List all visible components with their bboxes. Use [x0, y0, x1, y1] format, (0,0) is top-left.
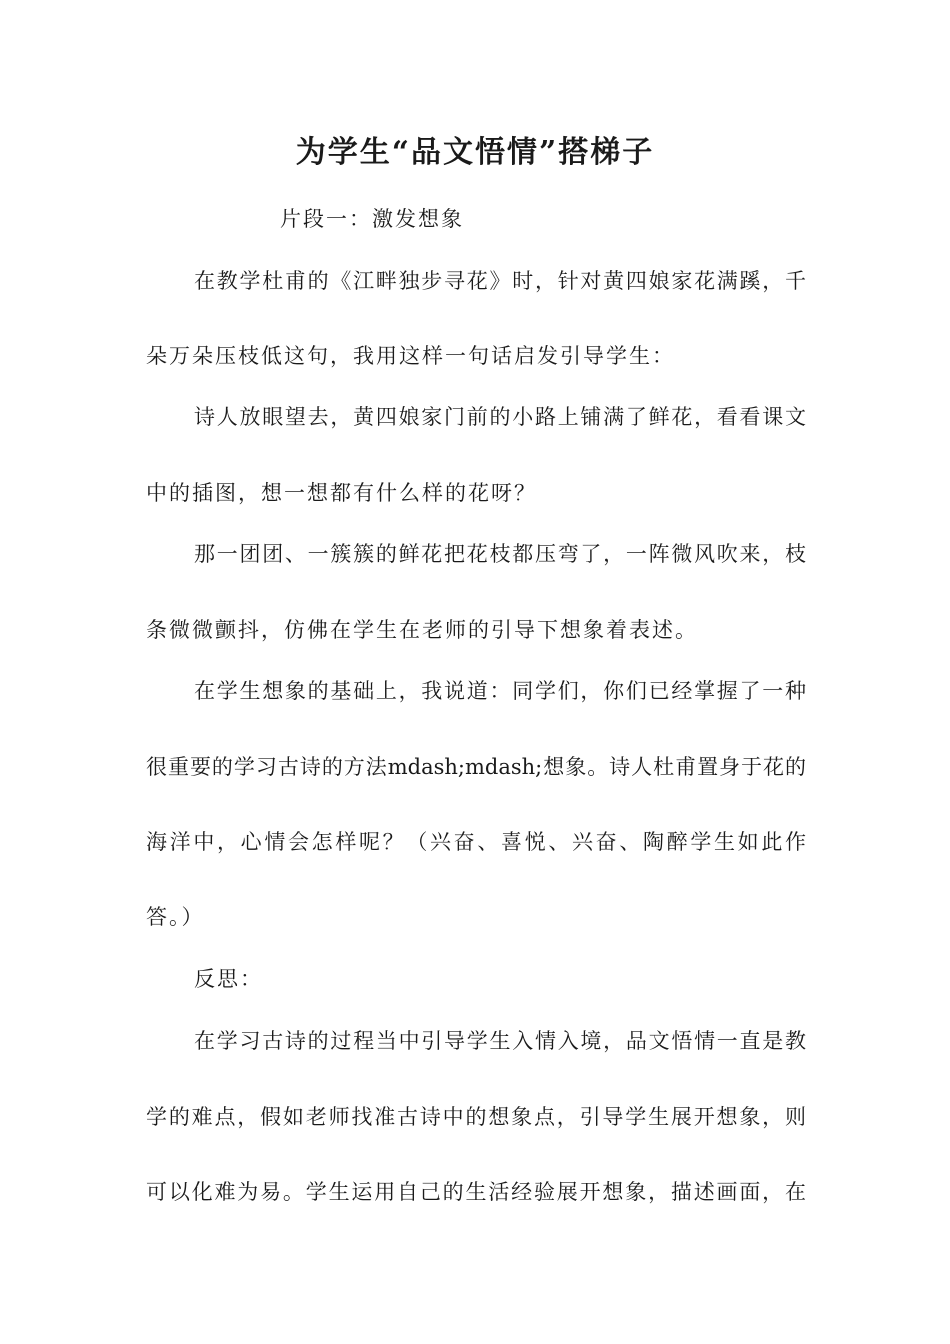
paragraph-line: 条微微颤抖，仿佛在学生在老师的引导下想象着表述。: [146, 618, 698, 642]
paragraph-line: 在教学杜甫的《江畔独步寻花》时，针对黄四娘家花满蹊，千: [194, 269, 806, 293]
reflection-heading: 反思：: [194, 967, 263, 991]
paragraph-line: 可以化难为易。学生运用自己的生活经验展开想象，描述画面，在: [146, 1180, 806, 1204]
paragraph-line: 答。）: [146, 905, 205, 929]
paragraph-line: 在学习古诗的过程当中引导学生入情入境，品文悟情一直是教: [194, 1029, 806, 1053]
paragraph-line: 在学生想象的基础上，我说道：同学们，你们已经掌握了一种: [194, 679, 806, 703]
paragraph-line: 海洋中，心情会怎样呢？（兴奋、喜悦、兴奋、陶醉学生如此作: [146, 830, 806, 854]
paragraph-line: 中的插图，想一想都有什么样的花呀？: [146, 481, 537, 505]
paragraph-line: 诗人放眼望去，黄四娘家门前的小路上铺满了鲜花，看看课文: [194, 405, 806, 429]
section-heading: 片段一：激发想象: [280, 207, 464, 231]
document-title: 为学生“品文悟情”搭梯子: [295, 135, 655, 170]
paragraph-line: 学的难点，假如老师找准古诗中的想象点，引导学生展开想象，则: [146, 1105, 806, 1129]
paragraph-line: 朵万朵压枝低这句，我用这样一句话启发引导学生：: [146, 344, 675, 368]
paragraph-line: 那一团团、一簇簇的鲜花把花枝都压弯了，一阵微风吹来，枝: [194, 542, 806, 566]
paragraph-line: 很重要的学习古诗的方法mdash;mdash;想象。诗人杜甫置身于花的: [146, 755, 806, 779]
